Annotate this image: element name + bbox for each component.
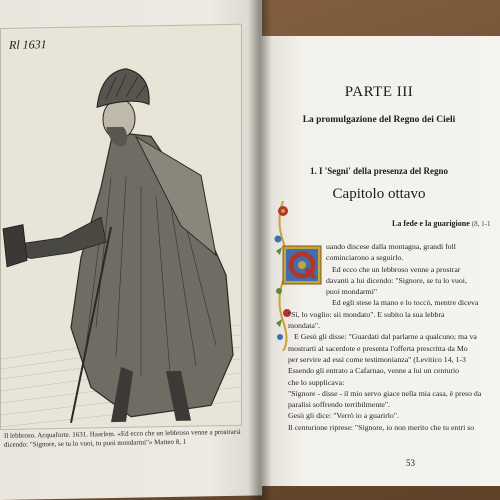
text-line: che lo supplicava: xyxy=(288,377,345,387)
section-heading: 1. I 'Segni' della presenza del Regno xyxy=(309,166,449,176)
book-gutter xyxy=(248,0,272,500)
chapter-title: Capitolo ottavo xyxy=(332,186,426,202)
text-line: Gesù gli dice: "Verrò io a guarirlo". xyxy=(288,411,399,421)
text-line: mondata". xyxy=(288,321,320,331)
etching-signature: Rl 1631 xyxy=(9,37,47,52)
text-line: Il centurione riprese: "Signore, io non merito che tu entri so xyxy=(288,422,475,432)
part-title: La promulgazione del Regno dei Cieli xyxy=(302,115,456,125)
leper-etching-drawing xyxy=(1,25,241,429)
caption-line: dicendo: "Signore, se tu lo vuoi, tu puoi mondarmi"» Matteo 8, 1 xyxy=(4,437,187,449)
text-line: davanti a lui dicendo: "Signore, se tu lo vuoi, xyxy=(326,275,467,285)
illustration-caption xyxy=(0,428,254,450)
text-line: uando discese dalla montagna, grandi foll xyxy=(326,242,456,251)
text-line: paralisi soffrendo terribilmente". xyxy=(288,400,390,410)
text-line: mostrarti al sacerdote e presenta l'offerta prescritta da Mo xyxy=(288,343,468,353)
subsection-heading xyxy=(392,219,490,228)
chapter-body-text xyxy=(270,241,500,433)
caption-line: Il lebbroso. Acquaforte. 1631. Haarlem. «Ed ecco che un lebbroso venne a prostrarsi xyxy=(4,427,241,440)
subsection-title: La fede e la guarigione xyxy=(392,219,470,228)
text-line: Essendo gli entrato a Cafarnao, venne a lui un centurio xyxy=(288,366,460,376)
text-line: Ed ecco che un lebbroso venne a prostrar xyxy=(332,264,461,274)
etching-illustration xyxy=(0,24,242,430)
part-heading: PARTE III xyxy=(344,84,414,100)
right-page xyxy=(258,36,500,486)
text-line: cominciarono a seguirlo. xyxy=(326,253,404,263)
text-line: per servire ad essi come testimonianza" (Levitico 14, 1-3 xyxy=(288,354,466,364)
text-line: "Sì, lo voglio: sii mondato". E subito la sua lebbra xyxy=(288,309,445,319)
subsection-reference: (8, 1-1 xyxy=(471,220,491,228)
page-number: 53 xyxy=(406,458,415,468)
drop-cap-letter: Q xyxy=(282,245,283,246)
text-line: E Gesù gli disse: "Guardati dal parlarne a qualcuno; ma va xyxy=(294,332,477,342)
text-line: puoi mondarmi" xyxy=(326,287,378,297)
text-line: Ed egli stese la mano e lo toccò, mentre diceva xyxy=(332,298,479,308)
text-line: "Signore - disse - il mio servo giace nella mia casa, è preso da xyxy=(288,388,482,398)
